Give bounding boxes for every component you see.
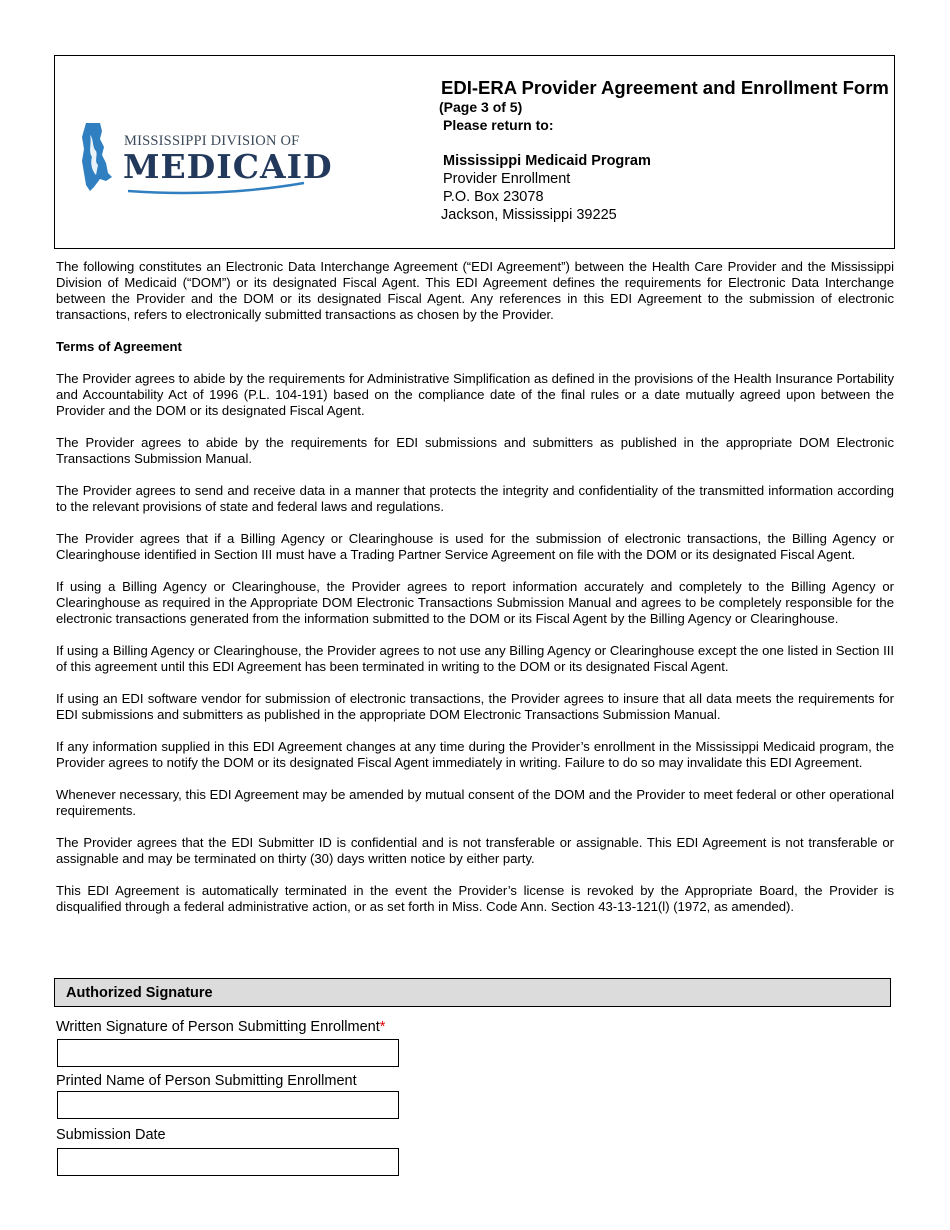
return-label: Please return to: xyxy=(443,117,554,133)
return-address-line: P.O. Box 23078 xyxy=(443,189,544,205)
printed-name-field[interactable] xyxy=(57,1091,399,1119)
submission-date-label: Submission Date xyxy=(56,1127,166,1143)
mississippi-state-icon xyxy=(76,121,120,193)
page-indicator: (Page 3 of 5) xyxy=(439,99,523,115)
terms-paragraph: The Provider agrees to abide by the requirements for Administrative Simplification as defined in the provisions of the Health Insurance Portability and Accountability Act of 1996 (P.L. 104-191) based on the compliance date of the final rules or a date mutually agreed upon between the Provider and the DOM or its designated Fiscal Agent. xyxy=(56,371,894,418)
written-signature-field[interactable] xyxy=(57,1039,399,1067)
terms-heading: Terms of Agreement xyxy=(56,339,182,354)
return-program: Mississippi Medicaid Program xyxy=(443,153,651,169)
return-address-line: Jackson, Mississippi 39225 xyxy=(441,207,617,223)
printed-name-label: Printed Name of Person Submitting Enrollment xyxy=(56,1073,357,1089)
terms-paragraph: If using a Billing Agency or Clearinghouse, the Provider agrees to report information accurately and completely to the Billing Agency or Clearinghouse as required in the Appropriate DOM Electronic Transactions Submission Manual and agrees to be completely responsible for the electronic transactions generated from the information submitted to the DOM or its Fiscal Agent by the Billing Agency or Clearinghouse. xyxy=(56,579,894,626)
terms-paragraph: The Provider agrees that the EDI Submitter ID is confidential and is not transferable or assignable. This EDI Agreement is not transferable or assignable and may be terminated on thirty (30) days written notice by either party. xyxy=(56,835,894,866)
logo-swoosh xyxy=(126,181,306,195)
terms-paragraph: If using an EDI software vendor for submission of electronic transactions, the Provider agrees to insure that all data meets the requirements for EDI submissions and submitters as published in the appropriate DOM Electronic Transactions Submission Manual. xyxy=(56,691,894,722)
agreement-text xyxy=(56,259,894,931)
terms-paragraph: If any information supplied in this EDI Agreement changes at any time during the Provider’s enrollment in the Mississippi Medicaid program, the Provider agrees to notify the DOM or its designated Fiscal Agent immediately in writing. Failure to do so may invalidate this EDI Agreement. xyxy=(56,739,894,770)
logo-subtitle: MISSISSIPPI DIVISION OF xyxy=(124,133,300,149)
terms-paragraph: This EDI Agreement is automatically terminated in the event the Provider’s license is revoked by the Appropriate Board, the Provider is disqualified through a federal administrative action, or as set forth in Miss. Code Ann. Section 43-13-121(l) (1972, as amended). xyxy=(56,883,894,914)
form-title: EDI-ERA Provider Agreement and Enrollment Form xyxy=(441,77,889,98)
required-marker: * xyxy=(379,1019,386,1035)
section-heading: Authorized Signature xyxy=(66,985,213,1001)
terms-paragraph: The Provider agrees that if a Billing Agency or Clearinghouse is used for the submission of electronic transactions, the Billing Agency or Clearinghouse identified in Section III must have a Trading Partner Service Agreement on file with the DOM or its designated Fiscal Agent. xyxy=(56,531,894,562)
written-signature-label: Written Signature of Person Submitting Enrollment* xyxy=(56,1019,386,1035)
terms-paragraph: The Provider agrees to send and receive data in a manner that protects the integrity and confidentiality of the transmitted information according to the relevant provisions of state and federal laws and regulations. xyxy=(56,483,894,514)
submission-date-field[interactable] xyxy=(57,1148,399,1176)
terms-paragraph: The Provider agrees to abide by the requirements for EDI submissions and submitters as published in the appropriate DOM Electronic Transactions Submission Manual. xyxy=(56,435,894,466)
terms-paragraph: Whenever necessary, this EDI Agreement may be amended by mutual consent of the DOM and the Provider to meet federal or other operational requirements. xyxy=(56,787,894,818)
logo-wordmark: MEDICAID xyxy=(123,147,333,186)
medicaid-logo xyxy=(76,121,333,195)
authorized-signature-section xyxy=(54,978,891,1007)
intro-paragraph: The following constitutes an Electronic Data Interchange Agreement (“EDI Agreement”) between the Health Care Provider and the Mississippi Division of Medicaid (“DOM”) or its designated Fiscal Agent. This EDI Agreement defines the requirements for Electronic Data Interchange between the Provider and the DOM or its designated Fiscal Agent. Any references in this EDI Agreement to the submission of electronic transactions, refers to electronically submitted transactions as chosen by the Provider. xyxy=(56,259,894,322)
terms-paragraph: If using a Billing Agency or Clearinghouse, the Provider agrees to not use any Billing Agency or Clearinghouse except the one listed in Section III of this agreement until this EDI Agreement has been terminated in writing to the DOM or its designated Fiscal Agent. xyxy=(56,643,894,674)
return-address-line: Provider Enrollment xyxy=(443,171,571,187)
